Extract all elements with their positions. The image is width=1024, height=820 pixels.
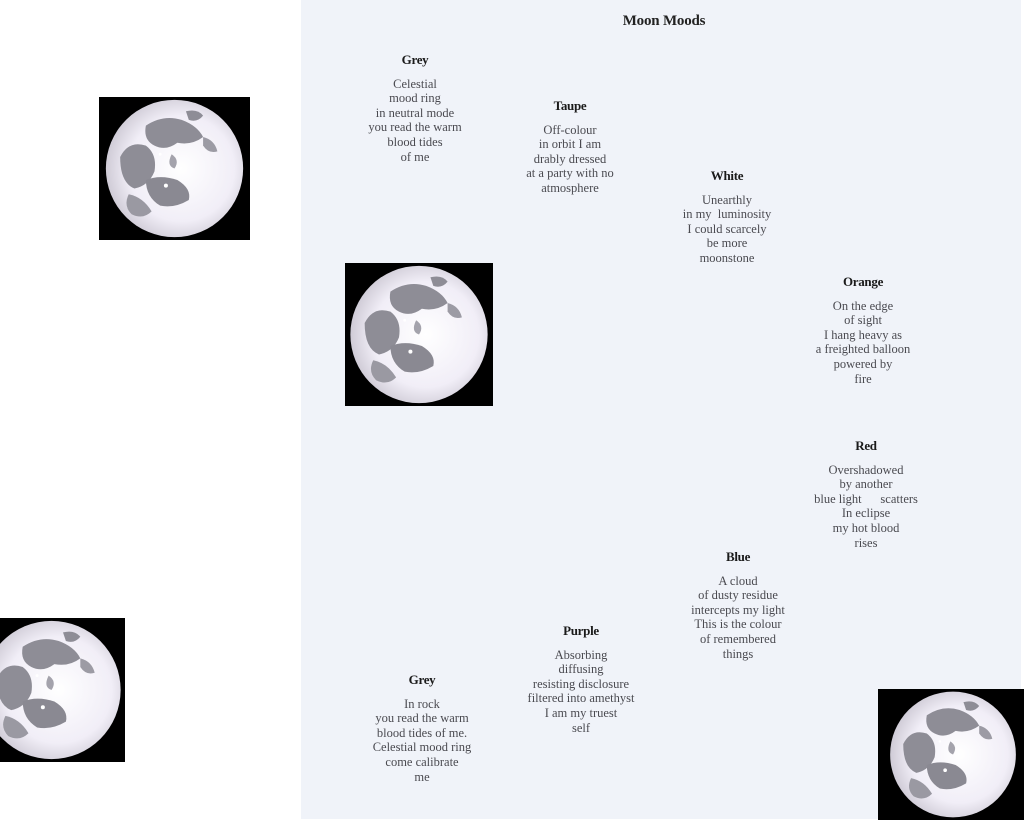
poem-line: powered by	[833, 356, 893, 371]
poem-line: diffusing	[558, 662, 604, 677]
poem-heading: Purple	[563, 623, 599, 638]
poem-line: mood ring	[389, 91, 441, 106]
poem-line: me	[414, 769, 430, 784]
poem-line: Absorbing	[554, 647, 608, 662]
poem-heading: Red	[855, 438, 877, 453]
poem-line: in my luminosity	[682, 207, 772, 222]
full-moon-icon	[0, 618, 125, 762]
poem-white	[647, 169, 807, 266]
poem-heading: Grey	[408, 672, 436, 687]
poem-taupe	[490, 99, 650, 196]
poem-line: Off-colour	[543, 122, 597, 137]
poem-line: I hang heavy as	[823, 327, 903, 342]
poem-line: blood tides of me.	[376, 725, 468, 740]
poem-line: In eclipse	[841, 506, 891, 521]
poem-heading: Orange	[842, 274, 884, 289]
poem-line: atmosphere	[541, 180, 599, 195]
poem-line: in neutral mode	[375, 105, 455, 120]
poem-line: of remembered	[699, 631, 776, 646]
poem-line: blood tides	[387, 134, 443, 149]
poem-line: Overshadowed	[828, 462, 904, 477]
full-moon-icon	[345, 263, 493, 406]
poem-line: Unearthly	[702, 192, 752, 207]
poem-line: I am my truest	[544, 705, 618, 720]
poem-line: intercepts my light	[691, 602, 785, 617]
moon-image-1	[99, 97, 250, 240]
poem-line: moonstone	[699, 250, 755, 265]
poem-line: drably dressed	[533, 151, 607, 166]
page-title: Moon Moods	[622, 13, 706, 29]
poem-heading: Grey	[401, 52, 429, 67]
poem-line: by another	[839, 477, 893, 492]
poem-line: In rock	[404, 696, 440, 711]
poem-line: Celestial	[393, 76, 437, 91]
poem-red	[786, 439, 946, 550]
poem-line: self	[571, 720, 591, 735]
poem-line: things	[722, 646, 754, 661]
poem-line: my hot blood	[832, 520, 900, 535]
poem-line: at a party with no	[526, 166, 614, 181]
poem-heading: White	[710, 168, 744, 183]
poem-line: blue light scatters	[814, 491, 918, 506]
moon-image-2	[345, 263, 493, 406]
poem-line: of sight	[844, 313, 882, 328]
poem-line: filtered into amethyst	[527, 691, 635, 706]
poem-line: come calibrate	[385, 754, 459, 769]
poem-grey-bottom	[342, 673, 502, 784]
poem-line: of me	[400, 149, 430, 164]
poem-grey-top	[335, 53, 495, 164]
poem-line: I could scarcely	[687, 221, 767, 236]
poem-line: you read the warm	[375, 711, 469, 726]
moon-image-3	[0, 618, 125, 762]
poem-line: be more	[706, 236, 748, 251]
poem-line: you read the warm	[368, 120, 462, 135]
poem-heading: Blue	[725, 549, 751, 564]
poem-purple	[501, 624, 661, 735]
full-moon-icon	[878, 689, 1024, 820]
poem-line: Celestial mood ring	[372, 740, 472, 755]
poem-line: On the edge	[832, 298, 894, 313]
poem-line: of dusty residue	[698, 588, 778, 603]
moon-image-4	[878, 689, 1024, 820]
poem-line: A cloud	[718, 573, 758, 588]
poem-orange	[783, 275, 943, 386]
poem-line: resisting disclosure	[532, 676, 630, 691]
poem-line: in orbit I am	[538, 137, 602, 152]
poem-line: a freighted balloon	[815, 342, 911, 357]
poem-heading: Taupe	[553, 98, 587, 113]
poem-line: fire	[854, 371, 872, 386]
poem-line: rises	[854, 535, 878, 550]
poem-blue	[658, 550, 818, 661]
full-moon-icon	[99, 97, 250, 240]
poem-line: This is the colour	[694, 617, 782, 632]
